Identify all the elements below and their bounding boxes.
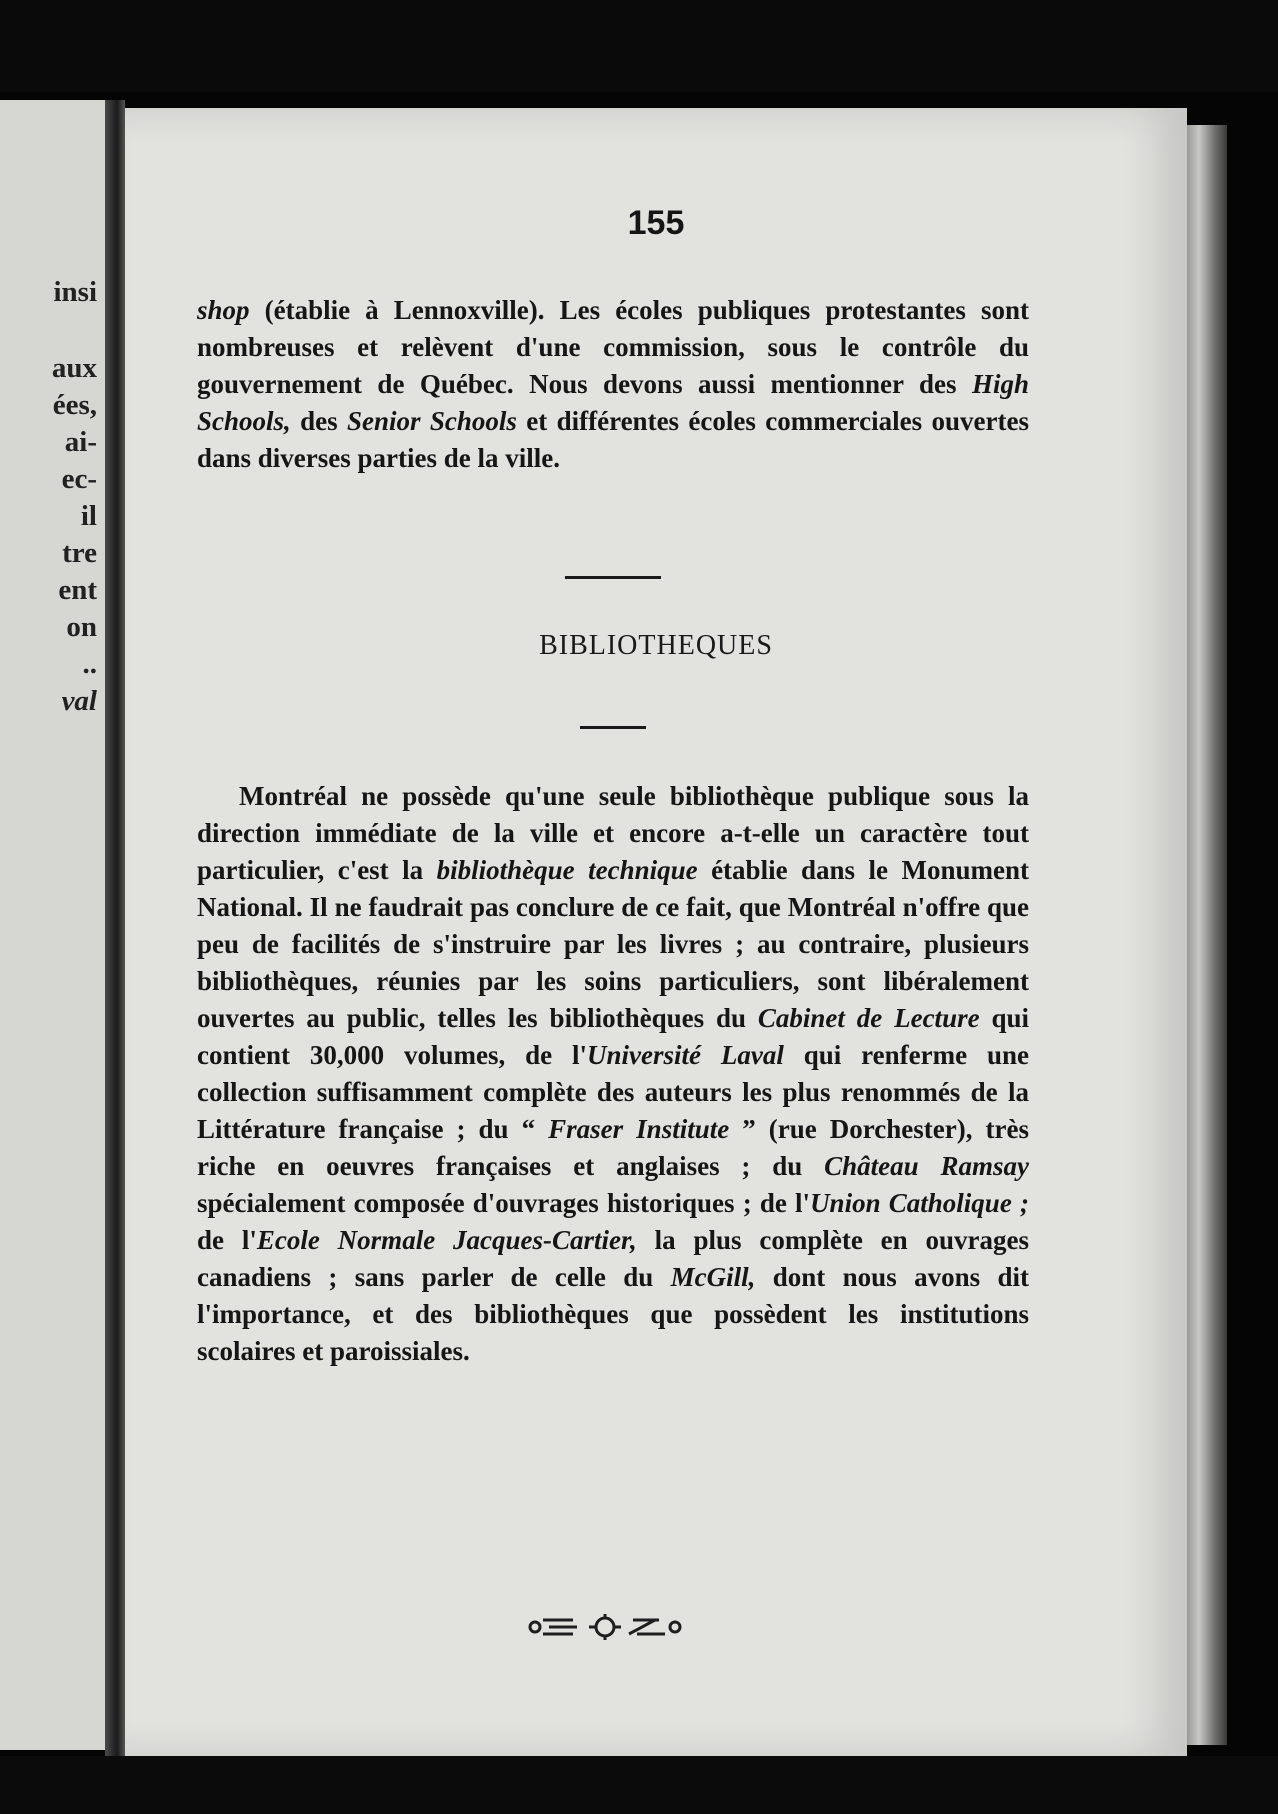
text-run: ” (rue Dorchester), très riche en oeuvres françaises et anglaises ; du (197, 1114, 1029, 1181)
left-page-fragment: ec- (61, 463, 97, 495)
text-run: de l' (197, 1225, 257, 1255)
text-run: dont nous avons dit l'importance, et des bibliothèques que possèdent les institutions scolaires et paroissiales. (197, 1262, 1029, 1366)
text-run: établie dans le Monument National. Il ne faudrait pas conclure de ce fait, que Montréal n'offre que peu de facilités de s'instruire par les livres ; au contraire, plusieurs bibliothèques, réunies par les soins particuliers, sont libéralement ouvertes au public, telles les bibliothèques du (197, 855, 1029, 1033)
left-page-fragment: insi (53, 276, 97, 308)
italic-term: Fraser Institute (548, 1114, 730, 1144)
left-page-fragment: aux (51, 352, 97, 384)
main-paragraph (197, 778, 1029, 1370)
left-page-fragment: ent (58, 574, 97, 606)
left-page-fragment: il (80, 500, 97, 532)
book-page (125, 108, 1187, 1756)
left-page-fragment: ées, (52, 389, 97, 421)
italic-term: shop (197, 295, 250, 325)
intro-paragraph (197, 292, 1029, 477)
italic-term: McGill, (670, 1262, 756, 1292)
italic-term: Château Ramsay (824, 1151, 1030, 1181)
italic-term: Université Laval (587, 1040, 784, 1070)
paragraph-text (197, 778, 1029, 1370)
text-run: qui renferme une collection suffisamment complète des auteurs les plus renommés de la Littérature française ; du “ (197, 1040, 1029, 1144)
ornament-icon (525, 1610, 685, 1644)
italic-term: Senior Schools (347, 406, 517, 436)
text-run: la plus complète en ouvrages canadiens ; sans parler de celle du (197, 1225, 1029, 1292)
left-page-fragment: on (66, 611, 97, 643)
section-rule-top (565, 576, 661, 579)
page-number: 155 (627, 204, 685, 242)
left-page-fragment: ai- (64, 426, 97, 458)
left-page-edge (0, 100, 105, 1750)
scan-background-top (0, 0, 1278, 92)
book-spine (105, 100, 125, 1760)
section-rule-bottom (580, 726, 646, 729)
page-stack-edge (1187, 125, 1227, 1745)
left-page-fragment: tre (62, 537, 97, 569)
italic-term: Union Catholique ; (810, 1188, 1029, 1218)
scan-background-bottom (0, 1756, 1278, 1814)
text-run: des (290, 406, 347, 436)
section-title: BIBLIOTHEQUES (539, 630, 773, 661)
italic-term: Ecole Normale Jacques-Cartier, (256, 1225, 637, 1255)
text-run: qui contient 30,000 volumes, de l' (197, 1003, 1029, 1070)
text-run: (établie à Lennoxville). Les écoles publiques protestantes sont nombreuses et relèvent d'une commission, sous le contrôle du gouvernement de Québec. Nous devons aussi mentionner des (197, 295, 1029, 399)
italic-term: bibliothèque technique (436, 855, 698, 885)
left-page-fragment: .. (82, 648, 97, 680)
italic-term: Cabinet de Lecture (757, 1003, 980, 1033)
text-run: Montréal ne possède qu'une seule bibliothèque publique sous la direction immédiate de la ville et encore a-t-elle un caractère tout particulier, c'est la (197, 781, 1029, 885)
text-run: et différentes écoles commerciales ouvertes dans diverses parties de la ville. (197, 406, 1029, 473)
left-page-fragment: val (61, 685, 97, 717)
text-run: spécialement composée d'ouvrages historiques ; de l' (197, 1188, 811, 1218)
italic-term: High Schools, (197, 369, 1029, 436)
